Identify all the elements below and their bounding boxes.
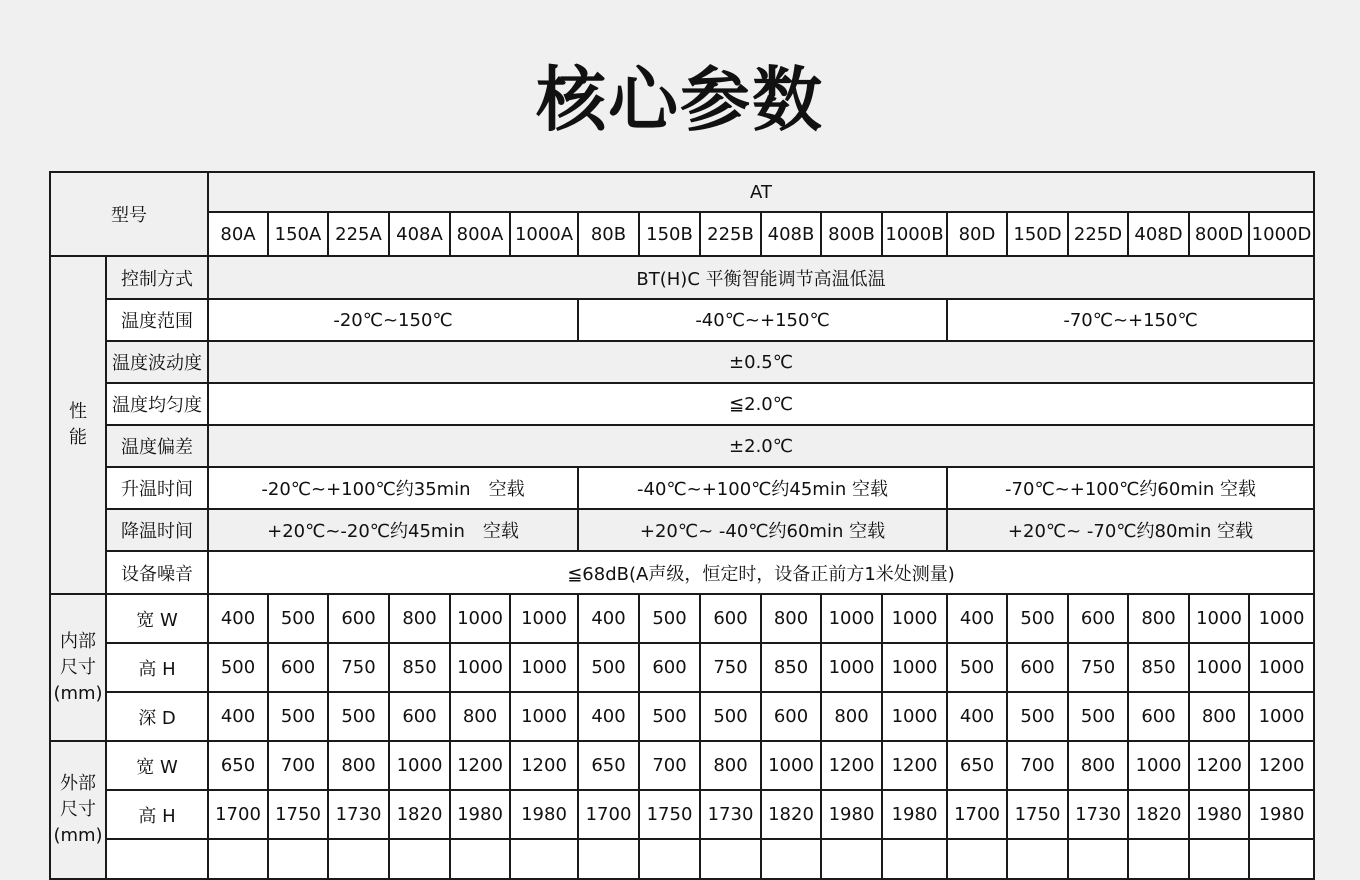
- value-cell: 600: [639, 643, 700, 692]
- value-cell: 500: [208, 643, 268, 692]
- value-cell: [1189, 839, 1249, 879]
- internal-category: [50, 594, 106, 741]
- value-cell: 1820: [761, 790, 821, 839]
- value-cell: 750: [700, 643, 761, 692]
- value-cell: ≦68dB(A声级，恒定时，设备正前方1米处测量): [208, 551, 1314, 594]
- value-cell: 1000: [882, 594, 947, 643]
- value-cell: [208, 839, 268, 879]
- value-cell: 1000: [510, 643, 578, 692]
- value-cell: 800: [821, 692, 882, 741]
- row-label: 温度偏差: [106, 425, 208, 467]
- value-cell: 600: [1128, 692, 1189, 741]
- value-cell: 600: [700, 594, 761, 643]
- value-cell: 650: [208, 741, 268, 790]
- performance-row: [50, 256, 1314, 299]
- performance-row: [50, 341, 1314, 383]
- value-cell: +20℃~ -40℃约60min 空载: [578, 509, 947, 551]
- value-cell: 1000: [821, 643, 882, 692]
- value-cell: ±2.0℃: [208, 425, 1314, 467]
- value-cell: 1980: [510, 790, 578, 839]
- value-cell: 800: [1189, 692, 1249, 741]
- value-cell: 1200: [882, 741, 947, 790]
- value-cell: 850: [389, 643, 450, 692]
- value-cell: 1000: [1249, 692, 1314, 741]
- value-cell: 1700: [578, 790, 639, 839]
- value-cell: 1730: [328, 790, 389, 839]
- row-label: [106, 839, 208, 879]
- value-cell: ≦2.0℃: [208, 383, 1314, 425]
- internal-row: [50, 692, 1314, 741]
- model-cell: 408D: [1128, 212, 1189, 256]
- performance-category-line: 能: [69, 427, 87, 448]
- row-label: 升温时间: [106, 467, 208, 509]
- value-cell: 500: [1068, 692, 1128, 741]
- value-cell: 600: [1007, 643, 1068, 692]
- value-cell: 400: [208, 594, 268, 643]
- value-cell: 500: [268, 594, 328, 643]
- row-label: 温度范围: [106, 299, 208, 341]
- external-row: [50, 741, 1314, 790]
- value-cell: 1000: [510, 594, 578, 643]
- value-cell: 500: [1007, 692, 1068, 741]
- internal-category-line: (mm): [53, 682, 103, 704]
- performance-category: [50, 256, 106, 594]
- value-cell: -70℃~+100℃约60min 空载: [947, 467, 1314, 509]
- value-cell: 1750: [268, 790, 328, 839]
- row-label: 温度均匀度: [106, 383, 208, 425]
- value-cell: [821, 839, 882, 879]
- performance-row: [50, 551, 1314, 594]
- value-cell: [1128, 839, 1189, 879]
- value-cell: [268, 839, 328, 879]
- performance-row: [50, 299, 1314, 341]
- value-cell: 1730: [700, 790, 761, 839]
- value-cell: 1000: [450, 594, 510, 643]
- external-row: [50, 790, 1314, 839]
- performance-row: [50, 425, 1314, 467]
- value-cell: [1068, 839, 1128, 879]
- value-cell: -70℃~+150℃: [947, 299, 1314, 341]
- model-cell: 150B: [639, 212, 700, 256]
- value-cell: +20℃~-20℃约45min 空载: [208, 509, 578, 551]
- performance-category-line: 性: [69, 401, 87, 422]
- model-cell: 225D: [1068, 212, 1128, 256]
- value-cell: 1200: [1249, 741, 1314, 790]
- value-cell: [510, 839, 578, 879]
- value-cell: -20℃~+100℃约35min 空载: [208, 467, 578, 509]
- value-cell: 600: [1068, 594, 1128, 643]
- value-cell: ±0.5℃: [208, 341, 1314, 383]
- value-cell: 600: [761, 692, 821, 741]
- model-cell: 80D: [947, 212, 1007, 256]
- value-cell: 600: [328, 594, 389, 643]
- value-cell: 1980: [450, 790, 510, 839]
- value-cell: 1200: [510, 741, 578, 790]
- row-label: 温度波动度: [106, 341, 208, 383]
- header-row-series: [50, 172, 1314, 212]
- internal-row: [50, 643, 1314, 692]
- value-cell: 400: [208, 692, 268, 741]
- value-cell: [1249, 839, 1314, 879]
- value-cell: 1000: [1249, 594, 1314, 643]
- value-cell: 1000: [1189, 594, 1249, 643]
- performance-row: [50, 383, 1314, 425]
- value-cell: 1000: [1249, 643, 1314, 692]
- external-category-line: 外部: [60, 773, 96, 794]
- value-cell: 500: [1007, 594, 1068, 643]
- value-cell: -20℃~150℃: [208, 299, 578, 341]
- value-cell: 850: [1128, 643, 1189, 692]
- value-cell: 800: [328, 741, 389, 790]
- value-cell: 700: [268, 741, 328, 790]
- value-cell: 400: [578, 692, 639, 741]
- value-cell: 1200: [450, 741, 510, 790]
- value-cell: 600: [268, 643, 328, 692]
- value-cell: 750: [1068, 643, 1128, 692]
- value-cell: 600: [389, 692, 450, 741]
- model-cell: 800A: [450, 212, 510, 256]
- value-cell: 1000: [450, 643, 510, 692]
- value-cell: 1000: [1189, 643, 1249, 692]
- value-cell: [882, 839, 947, 879]
- value-cell: 1820: [389, 790, 450, 839]
- model-cell: 1000D: [1249, 212, 1314, 256]
- value-cell: 1700: [947, 790, 1007, 839]
- value-cell: 400: [578, 594, 639, 643]
- external-category-line: 尺寸: [60, 799, 96, 820]
- model-label: 型号: [50, 172, 208, 256]
- internal-row: [50, 594, 1314, 643]
- value-cell: 800: [389, 594, 450, 643]
- model-cell: 225B: [700, 212, 761, 256]
- value-cell: 1000: [1128, 741, 1189, 790]
- value-cell: 500: [639, 692, 700, 741]
- external-row-partial: [50, 839, 1314, 879]
- value-cell: [450, 839, 510, 879]
- value-cell: 1750: [639, 790, 700, 839]
- value-cell: 1820: [1128, 790, 1189, 839]
- series-label: AT: [208, 172, 1314, 212]
- model-cell: 225A: [328, 212, 389, 256]
- value-cell: 700: [639, 741, 700, 790]
- value-cell: [1007, 839, 1068, 879]
- model-cell: 80A: [208, 212, 268, 256]
- value-cell: 1750: [1007, 790, 1068, 839]
- value-cell: 800: [450, 692, 510, 741]
- model-cell: 800D: [1189, 212, 1249, 256]
- row-label: 高 H: [106, 643, 208, 692]
- value-cell: 500: [700, 692, 761, 741]
- value-cell: 700: [1007, 741, 1068, 790]
- value-cell: 1000: [882, 643, 947, 692]
- value-cell: [328, 839, 389, 879]
- value-cell: 1730: [1068, 790, 1128, 839]
- external-category-line: (mm): [53, 825, 103, 846]
- value-cell: 1000: [510, 692, 578, 741]
- row-label: 深 D: [106, 692, 208, 741]
- row-label: 高 H: [106, 790, 208, 839]
- internal-category-line: 尺寸: [60, 656, 96, 678]
- value-cell: 800: [761, 594, 821, 643]
- value-cell: 750: [328, 643, 389, 692]
- value-cell: 1200: [821, 741, 882, 790]
- value-cell: 800: [1128, 594, 1189, 643]
- value-cell: 850: [761, 643, 821, 692]
- row-label: 降温时间: [106, 509, 208, 551]
- value-cell: -40℃~+100℃约45min 空载: [578, 467, 947, 509]
- value-cell: 1700: [208, 790, 268, 839]
- model-cell: 150A: [268, 212, 328, 256]
- value-cell: 1980: [1189, 790, 1249, 839]
- model-cell: 1000B: [882, 212, 947, 256]
- value-cell: 1000: [761, 741, 821, 790]
- model-cell: 800B: [821, 212, 882, 256]
- value-cell: [389, 839, 450, 879]
- value-cell: 1000: [389, 741, 450, 790]
- value-cell: 1000: [821, 594, 882, 643]
- header-row-models: [50, 212, 1314, 256]
- model-cell: 150D: [1007, 212, 1068, 256]
- value-cell: 800: [700, 741, 761, 790]
- row-label: 控制方式: [106, 256, 208, 299]
- value-cell: -40℃~+150℃: [578, 299, 947, 341]
- model-cell: 408A: [389, 212, 450, 256]
- row-label: 设备噪音: [106, 551, 208, 594]
- model-cell: 408B: [761, 212, 821, 256]
- page-title: 核心参数: [536, 59, 824, 141]
- value-cell: 800: [1068, 741, 1128, 790]
- value-cell: 400: [947, 692, 1007, 741]
- value-cell: BT(H)C 平衡智能调节高温低温: [208, 256, 1314, 299]
- value-cell: +20℃~ -70℃约80min 空载: [947, 509, 1314, 551]
- value-cell: 1000: [882, 692, 947, 741]
- value-cell: [947, 839, 1007, 879]
- value-cell: 500: [639, 594, 700, 643]
- value-cell: [761, 839, 821, 879]
- row-label: 宽 W: [106, 594, 208, 643]
- value-cell: [578, 839, 639, 879]
- value-cell: [700, 839, 761, 879]
- value-cell: 400: [947, 594, 1007, 643]
- value-cell: 1200: [1189, 741, 1249, 790]
- value-cell: 500: [328, 692, 389, 741]
- value-cell: 650: [578, 741, 639, 790]
- performance-row: [50, 467, 1314, 509]
- value-cell: 1980: [1249, 790, 1314, 839]
- model-cell: 1000A: [510, 212, 578, 256]
- model-cell: 80B: [578, 212, 639, 256]
- value-cell: 1980: [882, 790, 947, 839]
- value-cell: 500: [578, 643, 639, 692]
- value-cell: 1980: [821, 790, 882, 839]
- external-category: [50, 741, 106, 879]
- spec-table: [49, 171, 1315, 880]
- value-cell: 650: [947, 741, 1007, 790]
- internal-category-line: 内部: [60, 630, 96, 652]
- value-cell: 500: [268, 692, 328, 741]
- row-label: 宽 W: [106, 741, 208, 790]
- performance-row: [50, 509, 1314, 551]
- value-cell: 500: [947, 643, 1007, 692]
- value-cell: [639, 839, 700, 879]
